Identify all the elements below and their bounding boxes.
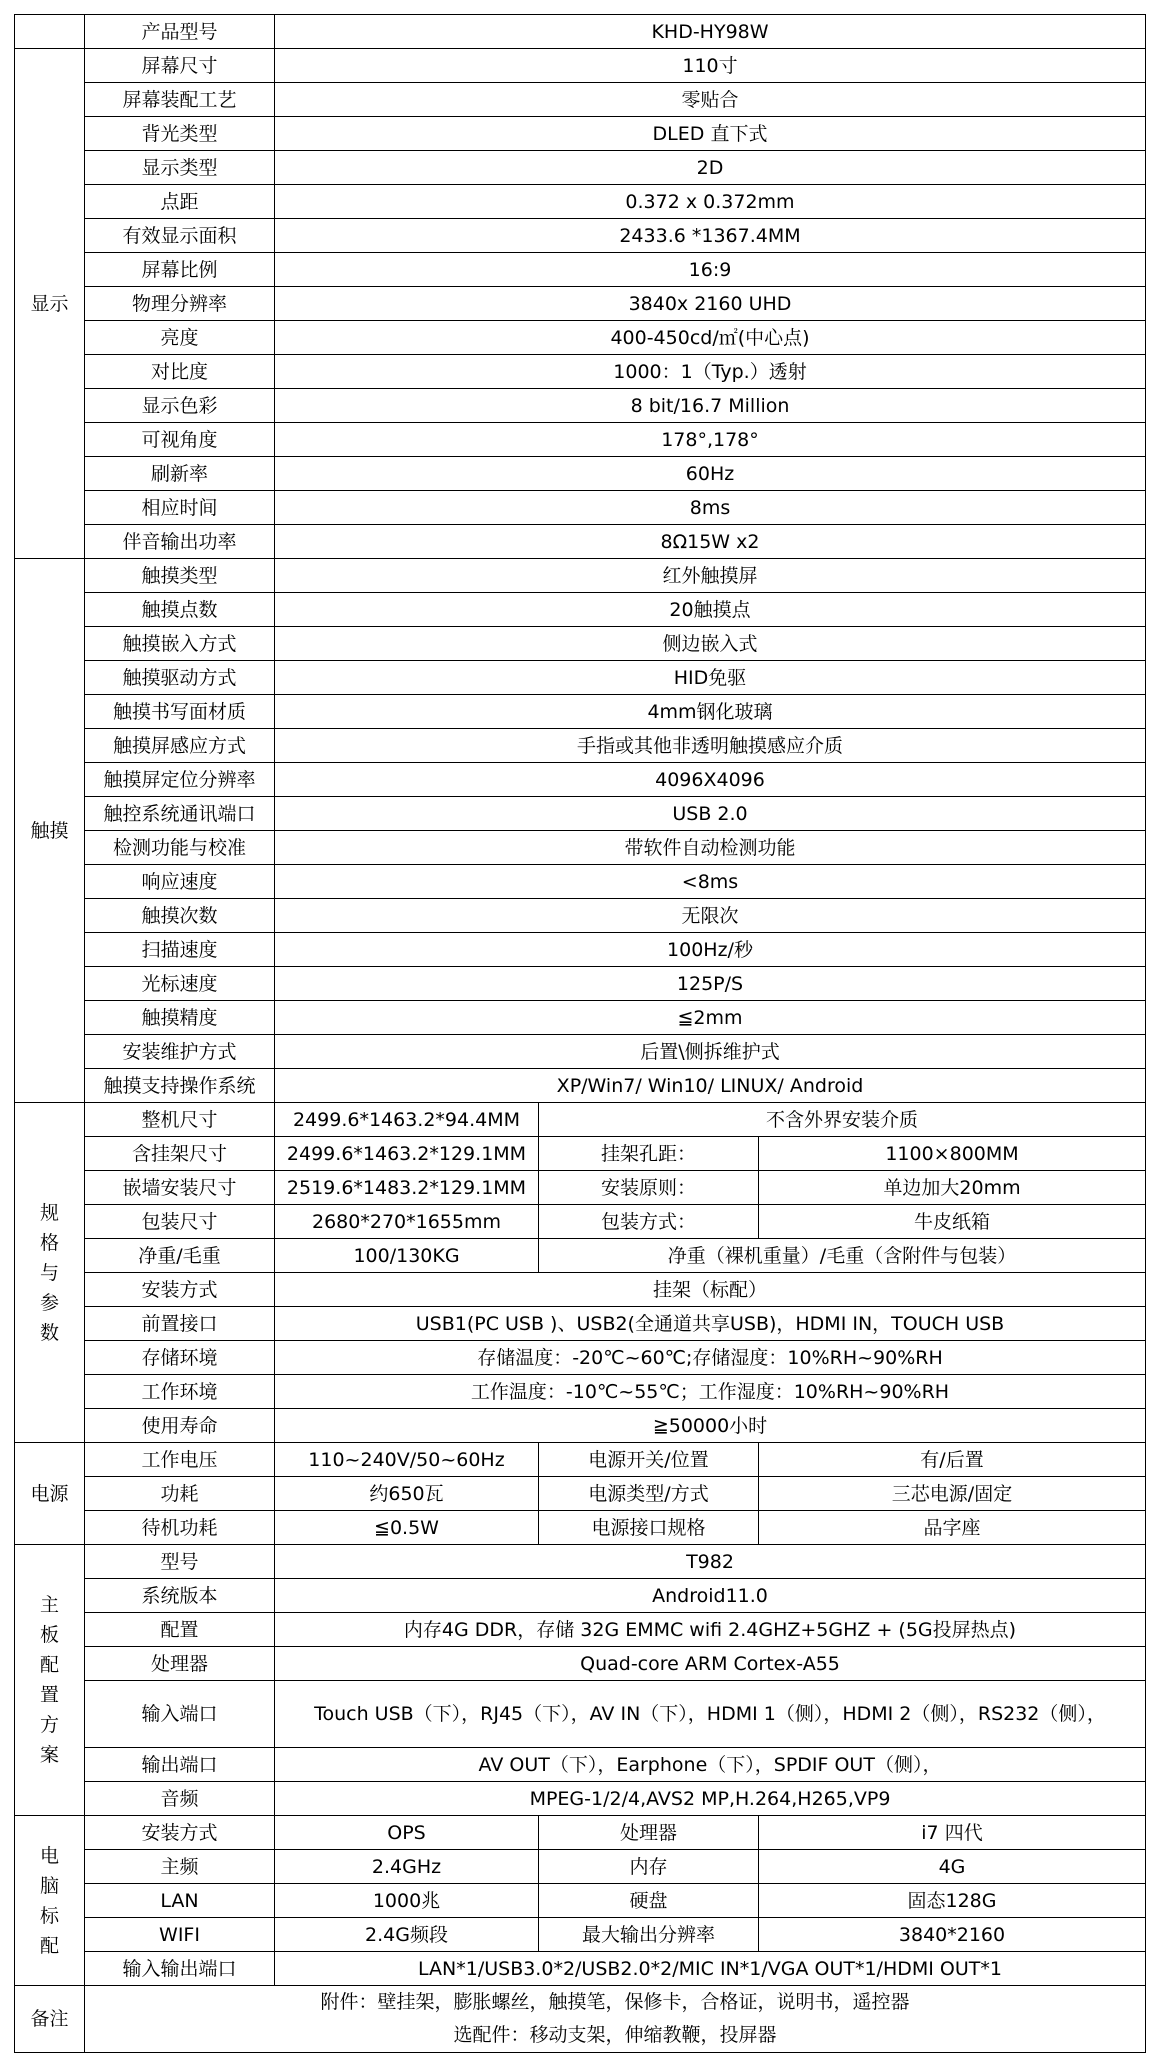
- spec-value: 约650瓦: [275, 1477, 539, 1511]
- spec-label: 待机功耗: [85, 1511, 275, 1545]
- spec-value: 2519.6*1483.2*129.1MM: [275, 1171, 539, 1205]
- spec-value: ≦2mm: [275, 1001, 1146, 1035]
- spec-label: 伴音输出功率: [85, 525, 275, 559]
- spec-label: 对比度: [85, 355, 275, 389]
- spec-row: [15, 1511, 1146, 1545]
- spec-label: 物理分辨率: [85, 287, 275, 321]
- spec-value: 8Ω15W x2: [275, 525, 1146, 559]
- spec-label: 配置: [85, 1613, 275, 1647]
- spec-row: [15, 185, 1146, 219]
- spec-row: [15, 831, 1146, 865]
- spec-value: DLED 直下式: [275, 117, 1146, 151]
- spec-value: 包装方式：: [539, 1205, 759, 1239]
- spec-row: [15, 661, 1146, 695]
- spec-label: 触摸屏感应方式: [85, 729, 275, 763]
- spec-value: 红外触摸屏: [275, 559, 1146, 593]
- spec-table-body: [15, 15, 1146, 2053]
- spec-value: 20触摸点: [275, 593, 1146, 627]
- spec-row: [15, 1918, 1146, 1952]
- spec-value: Quad-core ARM Cortex-A55: [275, 1647, 1146, 1681]
- spec-label: 扫描速度: [85, 933, 275, 967]
- spec-row: [15, 525, 1146, 559]
- spec-value: 零贴合: [275, 83, 1146, 117]
- spec-value: LAN*1/USB3.0*2/USB2.0*2/MIC IN*1/VGA OUT*1/HDMI OUT*1: [275, 1952, 1146, 1986]
- spec-row: [15, 1239, 1146, 1273]
- spec-value: 安装原则：: [539, 1171, 759, 1205]
- spec-label: 触摸次数: [85, 899, 275, 933]
- spec-value: 2.4G频段: [275, 1918, 539, 1952]
- spec-row: [15, 1647, 1146, 1681]
- section-category: 触摸: [15, 559, 85, 1103]
- spec-value: 110寸: [275, 49, 1146, 83]
- spec-row: [15, 321, 1146, 355]
- spec-value: OPS: [275, 1816, 539, 1850]
- spec-value: 带软件自动检测功能: [275, 831, 1146, 865]
- remark-line: 选配件：移动支架，伸缩教鞭，投屏器: [453, 2024, 777, 2046]
- spec-label: 型号: [85, 1545, 275, 1579]
- spec-value: 125P/S: [275, 967, 1146, 1001]
- spec-value: 178°,178°: [275, 423, 1146, 457]
- spec-label: WIFI: [85, 1918, 275, 1952]
- spec-row: [15, 1035, 1146, 1069]
- spec-label: 输入输出端口: [85, 1952, 275, 1986]
- spec-label: LAN: [85, 1884, 275, 1918]
- spec-row: [15, 797, 1146, 831]
- spec-value: MPEG-1/2/4,AVS2 MP,H.264,H265,VP9: [275, 1782, 1146, 1816]
- spec-value: 1100×800MM: [759, 1137, 1146, 1171]
- spec-value: 品字座: [759, 1511, 1146, 1545]
- remark-cell: [85, 1986, 1146, 2053]
- spec-value: 110~240V/50~60Hz: [275, 1443, 539, 1477]
- spec-value: 有/后置: [759, 1443, 1146, 1477]
- spec-value: 8 bit/16.7 Million: [275, 389, 1146, 423]
- spec-value: 16:9: [275, 253, 1146, 287]
- spec-value: 处理器: [539, 1816, 759, 1850]
- spec-value: 400-450cd/㎡(中心点): [275, 321, 1146, 355]
- spec-value: 0.372 x 0.372mm: [275, 185, 1146, 219]
- spec-row: [15, 15, 1146, 49]
- spec-row: [15, 1782, 1146, 1816]
- spec-value: 2680*270*1655mm: [275, 1205, 539, 1239]
- spec-value: 挂架孔距：: [539, 1137, 759, 1171]
- spec-row: [15, 1273, 1146, 1307]
- spec-value: <8ms: [275, 865, 1146, 899]
- spec-value: 100/130KG: [275, 1239, 539, 1273]
- spec-label: 含挂架尺寸: [85, 1137, 275, 1171]
- spec-label: 显示类型: [85, 151, 275, 185]
- spec-label: 相应时间: [85, 491, 275, 525]
- spec-label: 触摸驱动方式: [85, 661, 275, 695]
- spec-value: 内存: [539, 1850, 759, 1884]
- spec-label: 工作电压: [85, 1443, 275, 1477]
- spec-label: 音频: [85, 1782, 275, 1816]
- spec-value: 8ms: [275, 491, 1146, 525]
- spec-label: 背光类型: [85, 117, 275, 151]
- spec-label: 功耗: [85, 1477, 275, 1511]
- spec-value: ≧50000小时: [275, 1409, 1146, 1443]
- spec-value: 3840*2160: [759, 1918, 1146, 1952]
- spec-label: 输入端口: [85, 1681, 275, 1748]
- spec-value: 硬盘: [539, 1884, 759, 1918]
- spec-row: [15, 1137, 1146, 1171]
- spec-label: 前置接口: [85, 1307, 275, 1341]
- spec-row: [15, 355, 1146, 389]
- spec-value: 净重（裸机重量）/毛重（含附件与包装）: [539, 1239, 1146, 1273]
- spec-value: 100Hz/秒: [275, 933, 1146, 967]
- remark-line: 附件：壁挂架，膨胀螺丝，触摸笔，保修卡，合格证，说明书，遥控器: [320, 1991, 910, 2013]
- spec-row: [15, 287, 1146, 321]
- spec-value: 2499.6*1463.2*94.4MM: [275, 1103, 539, 1137]
- spec-label: 产品型号: [85, 15, 275, 49]
- spec-row: [15, 729, 1146, 763]
- spec-row: [15, 1579, 1146, 1613]
- spec-row: [15, 1375, 1146, 1409]
- spec-row: [15, 1341, 1146, 1375]
- spec-row: [15, 1952, 1146, 1986]
- spec-row: [15, 1816, 1146, 1850]
- spec-value: 电源开关/位置: [539, 1443, 759, 1477]
- spec-value: 2433.6 *1367.4MM: [275, 219, 1146, 253]
- spec-value: 工作温度：-10℃~55℃；工作湿度：10%RH~90%RH: [275, 1375, 1146, 1409]
- spec-value: 1000：1（Typ.）透射: [275, 355, 1146, 389]
- spec-label: 触摸类型: [85, 559, 275, 593]
- spec-value: AV OUT（下），Earphone（下），SPDIF OUT（侧），: [275, 1748, 1146, 1782]
- spec-row: [15, 49, 1146, 83]
- spec-row: [15, 1545, 1146, 1579]
- spec-value: 4G: [759, 1850, 1146, 1884]
- spec-label: 亮度: [85, 321, 275, 355]
- spec-label: 光标速度: [85, 967, 275, 1001]
- spec-value: 1000兆: [275, 1884, 539, 1918]
- spec-row: [15, 1850, 1146, 1884]
- spec-value: Touch USB（下），RJ45（下），AV IN（下），HDMI 1（侧），HDMI 2（侧），RS232（侧），: [275, 1681, 1146, 1748]
- spec-value: 电源类型/方式: [539, 1477, 759, 1511]
- spec-row: [15, 117, 1146, 151]
- section-category: 显示: [15, 49, 85, 559]
- spec-row: [15, 899, 1146, 933]
- spec-label: 点距: [85, 185, 275, 219]
- spec-value: 2.4GHz: [275, 1850, 539, 1884]
- spec-label: 触摸屏定位分辨率: [85, 763, 275, 797]
- spec-value: 2D: [275, 151, 1146, 185]
- spec-label: 包装尺寸: [85, 1205, 275, 1239]
- spec-value: 4mm钢化玻璃: [275, 695, 1146, 729]
- section-category: [15, 15, 85, 49]
- spec-label: 安装维护方式: [85, 1035, 275, 1069]
- spec-value: 2499.6*1463.2*129.1MM: [275, 1137, 539, 1171]
- spec-row: [15, 1171, 1146, 1205]
- spec-label: 检测功能与校准: [85, 831, 275, 865]
- spec-label: 输出端口: [85, 1748, 275, 1782]
- spec-row: [15, 1748, 1146, 1782]
- spec-row: [15, 457, 1146, 491]
- spec-value: 4096X4096: [275, 763, 1146, 797]
- spec-value: 牛皮纸箱: [759, 1205, 1146, 1239]
- spec-value: T982: [275, 1545, 1146, 1579]
- spec-table: [14, 14, 1146, 2053]
- spec-row: [15, 1307, 1146, 1341]
- spec-label: 响应速度: [85, 865, 275, 899]
- spec-value: 固态128G: [759, 1884, 1146, 1918]
- spec-label: 触摸点数: [85, 593, 275, 627]
- spec-label: 主频: [85, 1850, 275, 1884]
- section-category: 电源: [15, 1443, 85, 1545]
- spec-label: 安装方式: [85, 1816, 275, 1850]
- spec-row: [15, 1103, 1146, 1137]
- spec-row: [15, 1477, 1146, 1511]
- spec-label: 触摸书写面材质: [85, 695, 275, 729]
- spec-label: 屏幕比例: [85, 253, 275, 287]
- spec-value: 手指或其他非透明触摸感应介质: [275, 729, 1146, 763]
- spec-value: 无限次: [275, 899, 1146, 933]
- spec-label: 触摸精度: [85, 1001, 275, 1035]
- spec-value: 三芯电源/固定: [759, 1477, 1146, 1511]
- spec-row: [15, 1613, 1146, 1647]
- spec-row: [15, 593, 1146, 627]
- spec-label: 嵌墙安装尺寸: [85, 1171, 275, 1205]
- spec-row: [15, 1001, 1146, 1035]
- spec-value: USB 2.0: [275, 797, 1146, 831]
- spec-value: Android11.0: [275, 1579, 1146, 1613]
- spec-value: 3840x 2160 UHD: [275, 287, 1146, 321]
- spec-value: 电源接口规格: [539, 1511, 759, 1545]
- spec-row: [15, 1986, 1146, 2053]
- spec-row: [15, 763, 1146, 797]
- spec-row: [15, 219, 1146, 253]
- spec-row: [15, 83, 1146, 117]
- spec-label: 刷新率: [85, 457, 275, 491]
- spec-row: [15, 1884, 1146, 1918]
- spec-row: [15, 423, 1146, 457]
- spec-label: 使用寿命: [85, 1409, 275, 1443]
- spec-label: 触摸嵌入方式: [85, 627, 275, 661]
- spec-label: 有效显示面积: [85, 219, 275, 253]
- spec-label: 系统版本: [85, 1579, 275, 1613]
- spec-label: 屏幕装配工艺: [85, 83, 275, 117]
- spec-value: i7 四代: [759, 1816, 1146, 1850]
- spec-label: 显示色彩: [85, 389, 275, 423]
- spec-row: [15, 1205, 1146, 1239]
- spec-label: 屏幕尺寸: [85, 49, 275, 83]
- spec-row: [15, 967, 1146, 1001]
- spec-value: 最大输出分辨率: [539, 1918, 759, 1952]
- spec-label: 触摸支持操作系统: [85, 1069, 275, 1103]
- spec-row: [15, 559, 1146, 593]
- spec-value: 单边加大20mm: [759, 1171, 1146, 1205]
- spec-row: [15, 1069, 1146, 1103]
- spec-row: [15, 1681, 1146, 1748]
- spec-value: 60Hz: [275, 457, 1146, 491]
- spec-label: 存储环境: [85, 1341, 275, 1375]
- spec-value: HID免驱: [275, 661, 1146, 695]
- spec-row: [15, 865, 1146, 899]
- spec-value: 挂架（标配）: [275, 1273, 1146, 1307]
- spec-row: [15, 1409, 1146, 1443]
- spec-value: USB1(PC USB )、USB2(全通道共享USB)，HDMI IN，TOUCH USB: [275, 1307, 1146, 1341]
- section-category: 规格与参数: [15, 1103, 85, 1443]
- spec-label: 触控系统通讯端口: [85, 797, 275, 831]
- spec-value: 后置\侧拆维护式: [275, 1035, 1146, 1069]
- spec-value: 不含外界安装介质: [539, 1103, 1146, 1137]
- spec-label: 处理器: [85, 1647, 275, 1681]
- spec-label: 整机尺寸: [85, 1103, 275, 1137]
- spec-row: [15, 151, 1146, 185]
- spec-row: [15, 627, 1146, 661]
- spec-label: 工作环境: [85, 1375, 275, 1409]
- spec-value: 侧边嵌入式: [275, 627, 1146, 661]
- spec-row: [15, 491, 1146, 525]
- spec-label: 安装方式: [85, 1273, 275, 1307]
- section-category: 电脑标配: [15, 1816, 85, 1986]
- spec-row: [15, 1443, 1146, 1477]
- spec-row: [15, 389, 1146, 423]
- spec-value: 内存4G DDR，存储 32G EMMC wifi 2.4GHZ+5GHZ + (5G投屏热点): [275, 1613, 1146, 1647]
- spec-label: 可视角度: [85, 423, 275, 457]
- spec-value: XP/Win7/ Win10/ LINUX/ Android: [275, 1069, 1146, 1103]
- spec-value: ≦0.5W: [275, 1511, 539, 1545]
- spec-row: [15, 253, 1146, 287]
- spec-value: KHD-HY98W: [275, 15, 1146, 49]
- section-category: 主板配置方案: [15, 1545, 85, 1816]
- spec-label: 净重/毛重: [85, 1239, 275, 1273]
- spec-row: [15, 695, 1146, 729]
- spec-value: 存储温度：-20℃~60℃;存储湿度：10%RH~90%RH: [275, 1341, 1146, 1375]
- section-category: 备注: [15, 1986, 85, 2053]
- spec-row: [15, 933, 1146, 967]
